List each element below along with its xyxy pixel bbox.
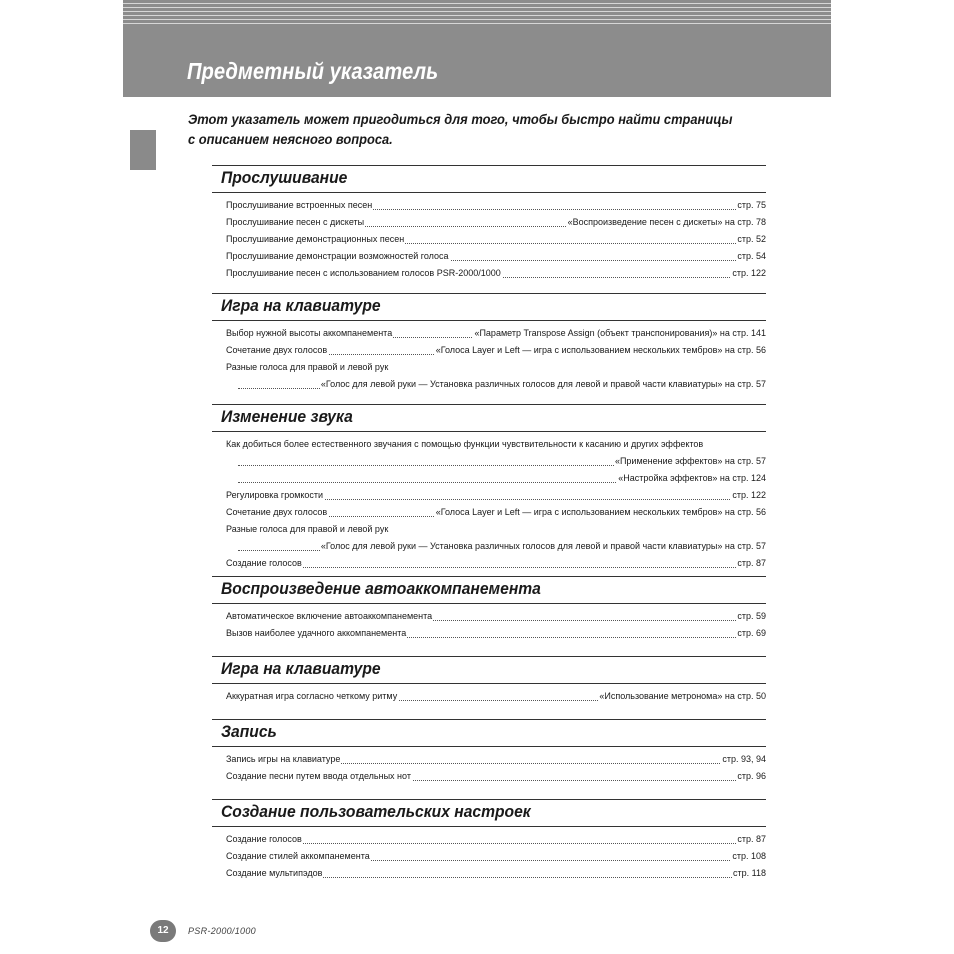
entry-label: Прослушивание встроенных песен [226, 197, 373, 214]
entry-label: Вызов наиболее удачного аккомпанемента [226, 625, 407, 642]
index-entry [212, 325, 766, 342]
entry-list [212, 684, 766, 705]
entry-label: Запись игры на клавиатуре [226, 751, 341, 768]
index-section [212, 799, 766, 882]
index-entry [212, 470, 766, 487]
section-header [212, 576, 766, 604]
index-entry [212, 831, 766, 848]
index-entry [212, 376, 766, 393]
section-header [212, 656, 766, 684]
section-header [212, 799, 766, 827]
entry-list [212, 604, 766, 642]
index-entry [212, 197, 766, 214]
index-section [212, 576, 766, 642]
entry-label: Создание стилей аккомпанемента [226, 848, 371, 865]
header-stripes [123, 0, 831, 26]
index-entry [212, 625, 766, 642]
section-title: Запись [221, 722, 277, 741]
entry-label: Создание голосов [226, 555, 303, 572]
index-entry [212, 608, 766, 625]
index-entry [212, 751, 766, 768]
index-section [212, 293, 766, 393]
entry-page-ref: «Применение эффектов» на стр. 57 [614, 453, 766, 470]
section-header [212, 165, 766, 193]
entry-page-ref: стр. 93, 94 [721, 751, 766, 768]
index-entry [212, 265, 766, 282]
entry-page-ref: «Воспроизведение песен с дискеты» на стр. 78 [567, 214, 766, 231]
entry-label: Прослушивание демонстрационных песен [226, 231, 405, 248]
section-title: Игра на клавиатуре [221, 296, 381, 315]
index-entry [212, 436, 766, 453]
entry-page-ref: стр. 96 [736, 768, 766, 785]
index-entry [212, 538, 766, 555]
section-title: Прослушивание [221, 168, 348, 187]
dot-leader [226, 843, 766, 844]
index-entry [212, 555, 766, 572]
index-entry [212, 768, 766, 785]
entry-label: Сочетание двух голосов [226, 342, 328, 359]
entry-label: Разные голоса для правой и левой рук [226, 362, 389, 372]
entry-page-ref: стр. 118 [732, 865, 766, 882]
entry-label: Выбор нужной высоты аккомпанемента [226, 325, 393, 342]
entry-page-ref: стр. 122 [731, 265, 766, 282]
entry-label: Прослушивание песен с дискеты [226, 214, 365, 231]
entry-page-ref: «Настройка эффектов» на стр. 124 [617, 470, 766, 487]
index-entry [212, 231, 766, 248]
entry-list [212, 193, 766, 282]
intro-text: Этот указатель может пригодиться для того, чтобы быстро найти страницы с описанием неясного вопроса. [188, 111, 733, 147]
entry-page-ref: стр. 52 [736, 231, 766, 248]
index-entry [212, 453, 766, 470]
index-entry [212, 504, 766, 521]
index-entry [212, 359, 766, 376]
entry-page-ref: «Голос для левой руки — Установка различных голосов для левой и правой части клавиатуры» на стр. 57 [320, 538, 766, 555]
entry-label: Создание мультипэдов [226, 865, 323, 882]
index-entry [212, 848, 766, 865]
section-title: Игра на клавиатуре [221, 659, 381, 678]
dot-leader [226, 567, 766, 568]
entry-list [212, 827, 766, 882]
entry-page-ref: «Голос для левой руки — Установка различных голосов для левой и правой части клавиатуры» на стр. 57 [320, 376, 766, 393]
entry-label: Прослушивание демонстрации возможностей голоса [226, 248, 450, 265]
index-entry [212, 342, 766, 359]
entry-label: Разные голоса для правой и левой рук [226, 524, 389, 534]
section-title: Изменение звука [221, 407, 353, 426]
entry-page-ref: стр. 75 [736, 197, 766, 214]
entry-page-ref: стр. 87 [736, 831, 766, 848]
entry-page-ref: стр. 59 [736, 608, 766, 625]
entry-label: Создание песни путем ввода отдельных нот [226, 768, 412, 785]
index-entry [212, 688, 766, 705]
index-section [212, 165, 766, 282]
entry-label: Создание голосов [226, 831, 303, 848]
page-title: Предметный указатель [187, 58, 439, 84]
section-title: Воспроизведение автоаккомпанемента [221, 579, 541, 598]
section-header [212, 293, 766, 321]
entry-page-ref: «Голоса Layer и Left — игра с использованием нескольких тембров» на стр. 56 [435, 504, 766, 521]
entry-page-ref: стр. 69 [736, 625, 766, 642]
entry-page-ref: «Параметр Transpose Assign (объект транспонирования)» на стр. 141 [473, 325, 766, 342]
index-entry [212, 865, 766, 882]
section-title: Создание пользовательских настроек [221, 802, 531, 821]
section-header [212, 719, 766, 747]
index-section [212, 719, 766, 785]
entry-label: Прослушивание песен с использованием голосов PSR-2000/1000 [226, 265, 502, 282]
page-number: 12 [150, 920, 176, 942]
index-entry [212, 248, 766, 265]
entry-label: Аккуратная игра согласно четкому ритму [226, 688, 398, 705]
entry-page-ref: стр. 108 [731, 848, 766, 865]
entry-page-ref: «Использование метронома» на стр. 50 [598, 688, 766, 705]
entry-page-ref: стр. 87 [736, 555, 766, 572]
entry-label: Регулировка громкости [226, 487, 324, 504]
index-entry [212, 214, 766, 231]
index-section [212, 656, 766, 705]
entry-page-ref: «Голоса Layer и Left — игра с использованием нескольких тембров» на стр. 56 [435, 342, 766, 359]
entry-page-ref: стр. 122 [731, 487, 766, 504]
index-entry [212, 487, 766, 504]
entry-page-ref: стр. 54 [736, 248, 766, 265]
entry-label: Сочетание двух голосов [226, 504, 328, 521]
index-entry [212, 521, 766, 538]
entry-label: Как добиться более естественного звучания с помощью функции чувствительности к касанию и других эффектов [226, 439, 704, 449]
section-header [212, 404, 766, 432]
page-header-band [123, 0, 831, 97]
entry-list [212, 432, 766, 572]
index-section [212, 404, 766, 572]
entry-label: Автоматическое включение автоаккомпанемента [226, 608, 433, 625]
chapter-tab-marker [130, 130, 156, 170]
entry-list [212, 321, 766, 393]
entry-list [212, 747, 766, 785]
model-name: PSR-2000/1000 [188, 926, 256, 936]
